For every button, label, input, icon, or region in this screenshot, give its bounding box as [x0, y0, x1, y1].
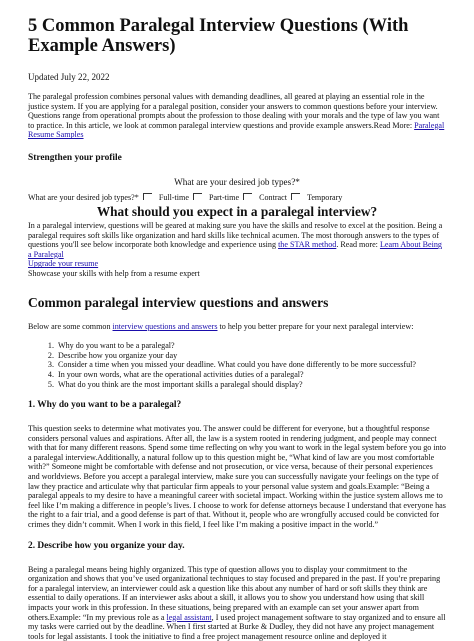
strengthen-heading: Strengthen your profile: [28, 152, 122, 163]
q1-paragraph: This question seeks to determine what motivates you. The answer could be different for everyone, but a thoughtful response considers personal values and aspirations. After all, the law is a system rooted in rendering judgment, and people may connect with that for many different reasons. Spend some time reflecting on why you want to work in the legal system before you go into a paralegal interview.Additionally, a natural follow up to this question might be, “What kind of law are you most comfortable with?” Someone might be comfortable with defense and not prosecution, or vice versa, because of their personal experiences and worldviews. Before you accept a paralegal interview, make sure you can successfully navigate your feelings on the type of law they practice and articulate why that particular firm appeals to your personal value system and goals.Example: “Being a paralegal appeals to my desire to have a meaningful career with societal impact. Working within the justice system allows me to feel like I’m making a difference in people’s lives. I choose to work for defense attorneys because I understand that everyone has the right to a fair trial, and a good defense is part of that. Without it, people who are wrongfully accused could be convicted for crimes they didn’t commit. When I work in this field, I feel like I’m making a positive impact in the world.”: [28, 424, 446, 530]
expect-heading: What should you expect in a paralegal interview?: [96, 203, 378, 219]
resume-samples-link[interactable]: Paralegal Resume Samples: [28, 120, 445, 140]
checkbox-contract[interactable]: [243, 193, 252, 200]
expect-text-2: . Read more:: [336, 240, 380, 250]
checkbox-temporary[interactable]: [291, 193, 300, 200]
page-title: 5 Common Paralegal Interview Questions (With Example Answers): [28, 16, 409, 56]
expect-text: In a paralegal interview, questions will be geared at making sure you have the skills and resolve to excel at the position. Being a paralegal requires soft skills like organization and hard skills like technical acumen. The most thorough answers to the types of questions you'll see below incorporate both knowledge and experience using: [28, 220, 443, 250]
list-item: 1. Why do you want to be a paralegal?: [56, 341, 446, 351]
interview-qa-link[interactable]: interview questions and answers: [112, 321, 218, 331]
intro-paragraph: [28, 92, 446, 140]
option-part-time: Part-time: [208, 192, 240, 202]
upgrade-resume-link[interactable]: Upgrade your resume: [28, 259, 99, 269]
q2-paragraph: [28, 565, 446, 641]
common-intro-b: to help you better prepare for your next paralegal interview:: [217, 321, 414, 331]
checkbox-full-time[interactable]: [143, 193, 152, 200]
common-intro-a: Below are some common: [28, 321, 113, 331]
star-method-link[interactable]: the STAR method: [278, 240, 337, 250]
list-item: 5. What do you think are the most important skills a paralegal should display?: [56, 380, 446, 390]
q2-text-b: , I used project management software to stay organized and to ensure all my tasks were carried out by the deadline. When I first started at Burke & Dudley, they did not have any project management tools for legal assistants. I took the initiative to find a free project management resource online and deployed it: [28, 612, 446, 641]
option-full-time: Full-time: [158, 192, 189, 202]
list-item: 2. Describe how you organize your day: [56, 351, 446, 361]
legal-assistant-link[interactable]: legal assistant: [166, 612, 212, 622]
question-list: [28, 341, 446, 389]
common-questions-heading: Common paralegal interview questions and answers: [28, 294, 329, 310]
expect-paragraph: [28, 221, 446, 279]
option-contract: Contract: [259, 192, 287, 202]
common-intro: [28, 322, 446, 332]
option-temporary: Temporary: [306, 192, 343, 202]
q2-text-a: Being a paralegal means being highly organized. This type of question allows you to display your commitment to the organization and shows that you’ve used organizational techniques to stay focused and prepared in the past. If you’re preparing for a paralegal interview, an interviewer could ask a question like this about any number of hard or soft skills they think are essential to daily operations. If an interviewer asks about a skill, it allows you to show you understand how using that skill impacts your work in this profession. In these situations, being prepared with an example can set your answer apart from others.Example: “In my previous role as a: [28, 564, 441, 622]
list-item: 4. In your own words, what are the operational activities duties of a paralegal?: [56, 370, 446, 380]
intro-text: The paralegal profession combines personal values with demanding deadlines, all geared at playing an essential role in the justice system. If you are applying for a paralegal position, consider your answers to common questions before your interview. Questions range from operational prompts about the profession to those dealing with your morals and the type of law you want to practice. In this article, we look at common paralegal interview questions and provide example answers.Read More:: [28, 92, 440, 130]
q2-heading: 2. Describe how you organize your day.: [28, 540, 185, 551]
job-types-options: [28, 193, 446, 202]
showcase-text: Showcase your skills with help from a resume expert: [28, 268, 200, 278]
updated-date: Updated July 22, 2022: [28, 72, 110, 82]
job-types-label: What are your desired job types?*: [28, 192, 139, 202]
list-item: 3. Consider a time when you missed your deadline. What could you have done differently to be more successful?: [56, 360, 446, 370]
learn-about-paralegal-link[interactable]: Learn About Being a Paralegal: [28, 240, 442, 259]
job-types-question: What are your desired job types?*: [174, 176, 300, 187]
checkbox-part-time[interactable]: [193, 193, 202, 200]
q1-heading: 1. Why do you want to be a paralegal?: [28, 400, 182, 411]
